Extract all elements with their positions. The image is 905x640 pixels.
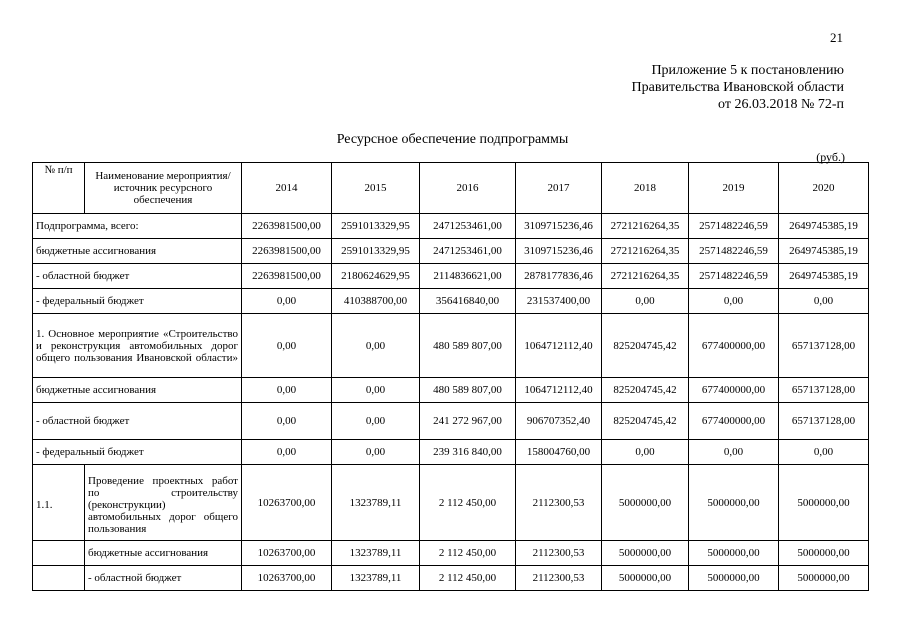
cell-value: 5000000,00 <box>602 566 689 591</box>
empty-cell <box>33 566 85 591</box>
empty-cell <box>33 541 85 566</box>
header-year: 2015 <box>332 163 420 214</box>
table-row <box>33 465 869 541</box>
cell-value: 0,00 <box>242 314 332 378</box>
table-row <box>33 239 869 264</box>
appendix-line-3: от 26.03.2018 № 72-п <box>718 97 844 112</box>
cell-value: 5000000,00 <box>689 566 779 591</box>
cell-value: 825204745,42 <box>602 403 689 440</box>
cell-value: 5000000,00 <box>689 465 779 541</box>
row-label: - областной бюджет <box>85 566 242 591</box>
resource-table <box>32 162 869 591</box>
header-name: Наименование мероприятия/источник ресурсного обеспечения <box>85 163 242 214</box>
cell-value: 239 316 840,00 <box>420 440 516 465</box>
header-year: 2016 <box>420 163 516 214</box>
header-num: № п/п <box>33 163 85 214</box>
row-label <box>33 314 242 378</box>
row-number: 1.1. <box>33 465 85 541</box>
cell-value: 0,00 <box>779 289 869 314</box>
cell-value: 241 272 967,00 <box>420 403 516 440</box>
cell-value: 2263981500,00 <box>242 239 332 264</box>
cell-value: 2721216264,35 <box>602 264 689 289</box>
cell-value: 231537400,00 <box>516 289 602 314</box>
cell-value: 0,00 <box>689 289 779 314</box>
cell-value: 0,00 <box>602 289 689 314</box>
cell-value: 2571482246,59 <box>689 264 779 289</box>
header-year: 2014 <box>242 163 332 214</box>
cell-value: 10263700,00 <box>242 566 332 591</box>
cell-value: 2 112 450,00 <box>420 566 516 591</box>
cell-value: 2721216264,35 <box>602 239 689 264</box>
header-year: 2019 <box>689 163 779 214</box>
appendix-line-1: Приложение 5 к постановлению <box>651 63 844 78</box>
cell-value: 2112300,53 <box>516 541 602 566</box>
table-row <box>33 214 869 239</box>
cell-value: 0,00 <box>242 403 332 440</box>
cell-value: 0,00 <box>689 440 779 465</box>
cell-value: 480 589 807,00 <box>420 378 516 403</box>
header-year: 2018 <box>602 163 689 214</box>
cell-value: 3109715236,46 <box>516 214 602 239</box>
cell-value: 657137128,00 <box>779 314 869 378</box>
table-header-row <box>33 163 869 214</box>
cell-value: 0,00 <box>779 440 869 465</box>
document-title: Ресурсное обеспечение подпрограммы <box>336 132 569 147</box>
cell-value: 2263981500,00 <box>242 214 332 239</box>
header-year: 2017 <box>516 163 602 214</box>
cell-value: 2721216264,35 <box>602 214 689 239</box>
row-label: - областной бюджет <box>33 403 242 440</box>
row-label: бюджетные ассигнования <box>33 378 242 403</box>
cell-value: 1064712112,40 <box>516 378 602 403</box>
cell-value: 0,00 <box>242 440 332 465</box>
cell-value: 2591013329,95 <box>332 239 420 264</box>
row-label: - федеральный бюджет <box>33 440 242 465</box>
table-row <box>33 440 869 465</box>
header-year: 2020 <box>779 163 869 214</box>
cell-value: 1323789,11 <box>332 566 420 591</box>
cell-value: 677400000,00 <box>689 378 779 403</box>
cell-value: 2571482246,59 <box>689 214 779 239</box>
row-label: бюджетные ассигнования <box>85 541 242 566</box>
cell-value: 2180624629,95 <box>332 264 420 289</box>
unit-label: (руб.) <box>816 150 845 164</box>
appendix-line-2: Правительства Ивановской области <box>631 80 844 95</box>
cell-value: 2571482246,59 <box>689 239 779 264</box>
cell-value: 158004760,00 <box>516 440 602 465</box>
table-row <box>33 403 869 440</box>
cell-value: 0,00 <box>332 440 420 465</box>
cell-value: 5000000,00 <box>779 541 869 566</box>
cell-value: 2649745385,19 <box>779 214 869 239</box>
row-label: бюджетные ассигнования <box>33 239 242 264</box>
cell-value: 2263981500,00 <box>242 264 332 289</box>
cell-value: 2 112 450,00 <box>420 465 516 541</box>
cell-value: 410388700,00 <box>332 289 420 314</box>
cell-value: 657137128,00 <box>779 378 869 403</box>
row-label-text: Проведение проектных работ по строительству (реконструкции) автомобильных дорог общего пользования <box>88 475 238 535</box>
cell-value: 5000000,00 <box>602 541 689 566</box>
cell-value: 5000000,00 <box>779 566 869 591</box>
cell-value: 0,00 <box>332 314 420 378</box>
cell-value: 0,00 <box>242 289 332 314</box>
cell-value: 0,00 <box>332 403 420 440</box>
cell-value: 825204745,42 <box>602 378 689 403</box>
table-row <box>33 314 869 378</box>
cell-value: 677400000,00 <box>689 314 779 378</box>
cell-value: 2112300,53 <box>516 465 602 541</box>
cell-value: 2114836621,00 <box>420 264 516 289</box>
table-row <box>33 289 869 314</box>
appendix-header <box>632 62 844 113</box>
cell-value: 0,00 <box>602 440 689 465</box>
cell-value: 2591013329,95 <box>332 214 420 239</box>
cell-value: 677400000,00 <box>689 403 779 440</box>
cell-value: 10263700,00 <box>242 465 332 541</box>
table-row <box>33 378 869 403</box>
cell-value: 0,00 <box>332 378 420 403</box>
cell-value: 825204745,42 <box>602 314 689 378</box>
row-label: Подпрограмма, всего: <box>33 214 242 239</box>
table-row <box>33 264 869 289</box>
cell-value: 5000000,00 <box>602 465 689 541</box>
cell-value: 2471253461,00 <box>420 214 516 239</box>
cell-value: 2 112 450,00 <box>420 541 516 566</box>
row-label <box>85 465 242 541</box>
cell-value: 3109715236,46 <box>516 239 602 264</box>
cell-value: 2471253461,00 <box>420 239 516 264</box>
cell-value: 906707352,40 <box>516 403 602 440</box>
page-number: 21 <box>830 30 843 45</box>
cell-value: 10263700,00 <box>242 541 332 566</box>
cell-value: 5000000,00 <box>779 465 869 541</box>
table-row <box>33 541 869 566</box>
cell-value: 2649745385,19 <box>779 264 869 289</box>
cell-value: 657137128,00 <box>779 403 869 440</box>
cell-value: 2649745385,19 <box>779 239 869 264</box>
cell-value: 1064712112,40 <box>516 314 602 378</box>
cell-value: 1323789,11 <box>332 541 420 566</box>
cell-value: 480 589 807,00 <box>420 314 516 378</box>
cell-value: 5000000,00 <box>689 541 779 566</box>
cell-value: 1323789,11 <box>332 465 420 541</box>
row-label: - федеральный бюджет <box>33 289 242 314</box>
cell-value: 2112300,53 <box>516 566 602 591</box>
row-label: - областной бюджет <box>33 264 242 289</box>
cell-value: 0,00 <box>242 378 332 403</box>
cell-value: 356416840,00 <box>420 289 516 314</box>
cell-value: 2878177836,46 <box>516 264 602 289</box>
row-label-text: 1. Основное мероприятие «Строительство и реконструкция автомобильных дорог общего пользования Ивановской области» <box>36 327 238 364</box>
table-row <box>33 566 869 591</box>
